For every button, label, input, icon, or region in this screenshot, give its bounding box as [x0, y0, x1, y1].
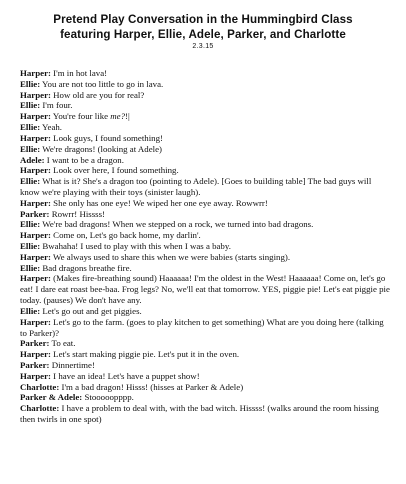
dialogue-line: Harper: I'm in hot lava!: [20, 68, 108, 78]
dialogue-text: Let's go to the farm. (goes to play kitchen to get something) What are you doing here (talking to Parker)?: [20, 316, 384, 338]
dialogue-text: (Makes fire-breathing sound) Haaaaaa! I'm the oldest in the West! Haaaaaa! Come on, let's go eat! I dare eat roast bee-baa. Frog legs? No, we'll eat that tomorrow. YES, piggie pie! Let's eat piggie pie today. (pauses) We don't have any.: [20, 273, 390, 306]
dialogue-text: Bwahaha! I used to play with this when I was a baby.: [40, 241, 231, 251]
conversation-transcript: [20, 68, 392, 425]
dialogue-text: I have an idea! Let's have a puppet show!: [50, 370, 200, 381]
speaker-name: Ellie: [20, 100, 38, 111]
dialogue-line: Ellie: I'm four.: [20, 100, 73, 111]
dialogue-line: Ellie: Bwahaha! I used to play with this when I was a baby.: [20, 241, 231, 251]
dialogue-line: Harper: She only has one eye! We wiped her one eye away. Rowwrr!: [20, 197, 268, 208]
dialogue-text: You are not too little to go in lava.: [40, 78, 164, 89]
speaker-name: Harper: [20, 370, 48, 381]
dialogue-line: Ellie: What is it? She's a dragon too (pointing to Adele). [Goes to building table] The bad guys will know we're playing with their toys (sinister laugh).: [20, 176, 372, 197]
dialogue-text: Yeah.: [40, 122, 63, 133]
document-date: 2.3.15: [192, 43, 214, 50]
dialogue-line: Harper: Let's go to the farm. (goes to play kitchen to get something) What are you doing here (talking to Parker)?: [20, 316, 384, 338]
dialogue-line: Harper: I have an idea! Let's have a puppet show!: [20, 370, 200, 381]
speaker-name: Parker: [20, 359, 47, 370]
dialogue-text: We're dragons! (looking at Adele): [40, 143, 162, 154]
document-header: [0, 12, 406, 51]
dialogue-line: Parker & Adele: Stooooopppp.: [20, 392, 134, 403]
dialogue-text: She only has one eye! We wiped her one eye away. Rowwrr!: [50, 197, 268, 208]
speaker-name: Harper: [20, 197, 48, 208]
dialogue-text: We always used to share this when we were babies (starts singing).: [50, 251, 291, 262]
dialogue-text: We're bad dragons! When we stepped on a rock, we turned into bad dragons.: [40, 219, 314, 230]
dialogue-line: Ellie: We're dragons! (looking at Adele): [20, 143, 162, 154]
dialogue-line: Ellie: Yeah.: [20, 122, 63, 133]
title-line-2: featuring Harper, Ellie, Adele, Parker, and Charlotte: [60, 28, 346, 41]
speaker-name: Charlotte: [20, 381, 57, 392]
dialogue-text: Let's start making piggie pie. Let's put it in the oven.: [50, 349, 240, 360]
speaker-name: Harper: [20, 165, 48, 176]
dialogue-text: I have a problem to deal with, with the bad witch. Hissss! (walks around the room hissing then twirls in one spot): [20, 403, 379, 424]
dialogue-text-suffix: !|: [125, 111, 130, 122]
dialogue-text: Look over here, I found something.: [50, 165, 179, 176]
dialogue-line: Parker: Dinnertime!: [20, 359, 95, 370]
dialogue-text: How old are you for real?: [50, 89, 145, 100]
dialogue-line: Adele: I want to be a dragon.: [20, 154, 124, 165]
speaker-name: Ellie: [20, 262, 38, 273]
dialogue-text: Dinnertime!: [49, 359, 95, 370]
speaker-name: Ellie: [20, 176, 38, 187]
speaker-name: Ellie: [20, 305, 38, 316]
speaker-name: Charlotte: [20, 403, 57, 414]
speaker-name: Harper: [20, 111, 48, 122]
speaker-name: Harper: [20, 273, 48, 284]
dialogue-line: Harper: How old are you for real?: [20, 89, 145, 100]
dialogue-line: Charlotte: I'm a bad dragon! Hisss! (hisses at Parker & Adele): [20, 381, 244, 392]
dialogue-line: Charlotte: I have a problem to deal with, with the bad witch. Hissss! (walks around the room hissing then twirls in one spot): [20, 403, 379, 424]
dialogue-line: Parker: To eat.: [20, 338, 76, 349]
dialogue-text: I'm in hot lava!: [50, 68, 108, 78]
speaker-name: Harper: [20, 230, 48, 241]
dialogue-line: Harper: Look over here, I found something.: [20, 165, 179, 176]
speaker-name: Harper: [20, 251, 48, 262]
dialogue-line: Harper: Let's start making piggie pie. Let's put it in the oven.: [20, 349, 240, 360]
emphasized-text: me?: [110, 111, 126, 122]
speaker-name: Ellie: [20, 241, 38, 251]
speaker-name: Ellie: [20, 219, 38, 230]
dialogue-text: Let's go out and get piggies.: [40, 305, 142, 316]
dialogue-line: Harper: Look guys, I found something!: [20, 132, 163, 143]
speaker-name: Ellie: [20, 122, 38, 133]
dialogue-text: I want to be a dragon.: [44, 154, 124, 165]
dialogue-text: What is it? She's a dragon too (pointing to Adele). [Goes to building table] The bad guys will know we're playing with their toys (sinister laugh).: [20, 176, 372, 197]
dialogue-line: Harper: Come on, Let's go back home, my darlin'.: [20, 230, 201, 241]
dialogue-line: Harper: (Makes fire-breathing sound) Haaaaaa! I'm the oldest in the West! Haaaaaa! Come on, let's go eat! I dare eat roast bee-baa. Frog legs? No, we'll eat that tomorrow. YES, piggie pie! Let's eat piggie pie today. (pauses) We don't have any.: [20, 273, 390, 306]
dialogue-text: Come on, Let's go back home, my darlin'.: [50, 230, 201, 241]
speaker-name: Harper: [20, 349, 48, 360]
speaker-name: Harper: [20, 68, 48, 78]
dialogue-text: Bad dragons breathe fire.: [40, 262, 132, 273]
dialogue-text: Stooooopppp.: [82, 392, 134, 403]
speaker-name: Harper: [20, 89, 48, 100]
speaker-name: Adele: [20, 154, 42, 165]
dialogue-line: Ellie: Let's go out and get piggies.: [20, 305, 142, 316]
speaker-name: Ellie: [20, 143, 38, 154]
speaker-name: Ellie: [20, 78, 38, 89]
speaker-name: Harper: [20, 132, 48, 143]
dialogue-text: To eat.: [49, 338, 76, 349]
speaker-name: Parker: [20, 338, 47, 349]
dialogue-line: Parker: Rowrr! Hissss!: [20, 208, 106, 219]
dialogue-line: Ellie: We're bad dragons! When we stepped on a rock, we turned into bad dragons.: [20, 219, 314, 230]
speaker-name: Harper: [20, 316, 48, 327]
dialogue-text: I'm a bad dragon! Hisss! (hisses at Parker & Adele): [59, 381, 244, 392]
dialogue-line: Harper: We always used to share this when we were babies (starts singing).: [20, 251, 291, 262]
title-line-1: Pretend Play Conversation in the Hummingbird Class: [53, 13, 353, 26]
dialogue-line: Ellie: You are not too little to go in lava.: [20, 78, 164, 89]
dialogue-text: I'm four.: [40, 100, 73, 111]
speaker-name: Parker: [20, 208, 47, 219]
dialogue-line: Ellie: Bad dragons breathe fire.: [20, 262, 132, 273]
dialogue-text: You're four like: [50, 111, 111, 122]
speaker-name: Parker & Adele: [20, 392, 80, 403]
dialogue-text: Rowrr! Hissss!: [49, 208, 106, 219]
dialogue-line: Harper: You're four like me?!|: [20, 111, 130, 122]
dialogue-text: Look guys, I found something!: [50, 132, 163, 143]
document-title: [0, 12, 406, 42]
